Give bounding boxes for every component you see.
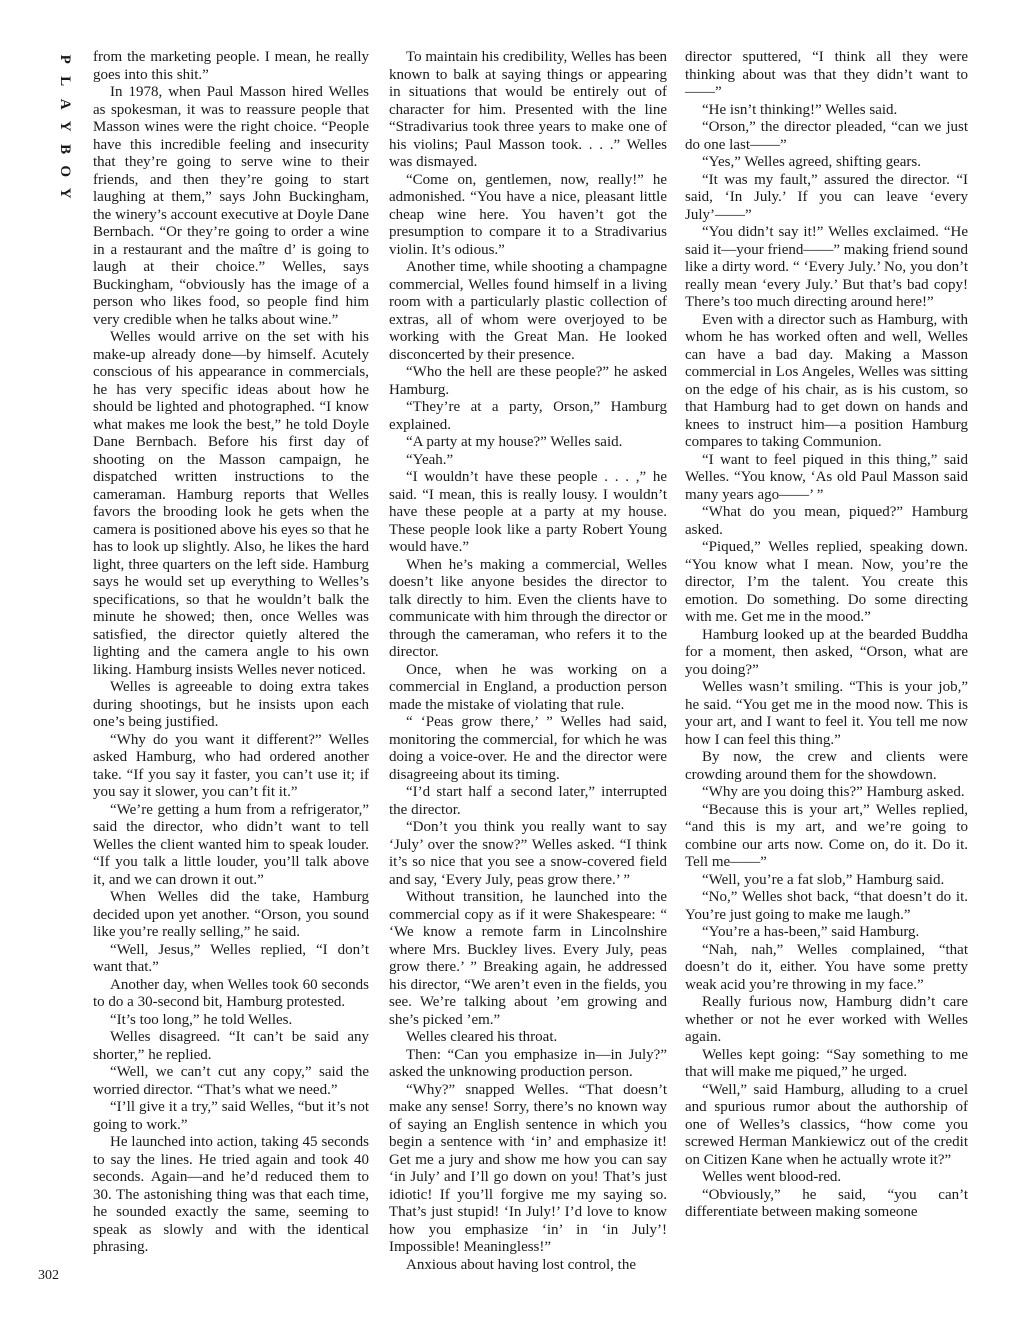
paragraph: Welles disagreed. “It can’t be said any shorter,” he replied. [93,1029,369,1063]
paragraph: “A party at my house?” Welles said. [406,434,623,450]
magazine-label [48,48,74,205]
magazine-label-letter: Y [57,120,74,132]
page-number: 302 [38,1268,59,1283]
magazine-label-letter: B [57,143,74,154]
paragraph: “They’re at a party, Orson,” Hamburg explained. [389,399,667,433]
paragraph: “I’ll give it a try,” said Welles, “but it’s not going to work.” [93,1099,369,1133]
paragraph: from the marketing people. I mean, he really goes into this shit.” [93,49,369,83]
paragraph: Once, when he was working on a commercial in England, a production person made the mistake of violating that rule. [389,661,667,713]
paragraph: Welles is agreeable to doing extra takes during shootings, but he insists upon each one’s being justified. [93,679,369,730]
paragraph: “Piqued,” Welles replied, speaking down. “You know what I mean. Now, you’re the director, I’m the talent. You create this emotion. Do something. Do some directing with me. Get me in the mood.” [685,539,968,625]
paragraph: “Well, Jesus,” Welles replied, “I don’t want that.” [93,941,369,975]
paragraph: “It’s too long,” he told Welles. [110,1011,293,1028]
paragraph: Welles wasn’t smiling. “This is your job,” he said. “You get me in the mood now. This is your art, and I want to feel it. You tell me now how I can feel this thing.” [685,679,968,748]
paragraph: “You didn’t say it!” Welles exclaimed. “He said it—your friend——” making friend sound like a dirty word. “ ‘Every July.’ No, you don’t really mean ‘every July.’ But that’s bad copy! There’s too much directing around here!” [685,224,968,310]
paragraph: Anxious about having lost control, the [406,1256,636,1273]
paragraph: “Why do you want it different?” Welles asked Hamburg, who had ordered another take. “If you say it faster, you can’t use it; if you say it slower, you can’t fit it.” [93,731,369,800]
magazine-label-letter: L [57,76,74,87]
paragraph: When Welles did the take, Hamburg decided upon yet another. “Orson, you sound like you’re really selling,” he said. [93,889,369,940]
paragraph: “Who the hell are these people?” he asked Hamburg. [389,364,667,398]
paragraph: “Yes,” Welles agreed, shifting gears. [702,154,922,170]
magazine-label-letter: Y [57,188,74,199]
paragraph: Welles kept going: “Say something to me that will make me piqued,” he urged. [685,1046,968,1080]
paragraph: Hamburg looked up at the bearded Buddha for a moment, then asked, “Orson, what are you doing?” [685,626,968,678]
paragraph: “Because this is your art,” Welles replied, “and this is my art, and we’re going to combine our arts now. Come on, do it. Do it. Tell me——” [685,801,968,870]
article-column-1 [93,49,369,1257]
paragraph: “Well, you’re a fat slob,” Hamburg said. [702,871,945,888]
paragraph: “I wouldn’t have these people . . . ,” he said. “I mean, this is really lousy. I wouldn’t have these people at a party at my house. These people look like a party Robert Young would have.” [389,469,667,555]
paragraph: “I’d start half a second later,” interrupted the director. [389,784,667,818]
magazine-label-letter: A [57,98,74,110]
paragraph: “Well,” said Hamburg, alluding to a cruel and spurious rumor about the authorship of one of Welles’s classics, “how come you screwed Herman Mankiewicz out of the credit on Citizen Kane when he actually wrote it?” [685,1081,968,1168]
paragraph: Another day, when Welles took 60 seconds to do a 30-second bit, Hamburg protested. [93,976,369,1010]
paragraph: Another time, while shooting a champagne commercial, Welles found himself in a living room with a particularly plastic collection of extras, all of whom were overjoyed to be working with the Great Man. He looked disconcerted by their presence. [389,259,667,363]
magazine-label-letter: O [57,165,74,177]
paragraph: Then: “Can you emphasize in—in July?” asked the unknowing production person. [389,1046,667,1080]
article-column-3 [685,49,968,1222]
paragraph: “He isn’t thinking!” Welles said. [702,101,898,118]
paragraph: “ ‘Peas grow there,’ ” Welles had said, monitoring the commercial, for which he was doing a voice-over. He and the director were disagreeing about its timing. [389,714,667,783]
paragraph: In 1978, when Paul Masson hired Welles as spokesman, it was to reassure people that Masson wines were the right choice. “People have this incredible feeling and insecurity that they’re going to serve wine to their friends, and then they’re going to start laughing at them,” says John Buckingham, the winery’s account executive at Doyle Dane Bernbach. “Or they’re going to order a wine in a restaurant and the maître d’ is going to laugh at their choice.” Welles, says Buckingham, “obviously has the image of a person who likes food, so people find him very credible when he talks about wine.” [93,84,369,328]
paragraph: “What do you mean, piqued?” Hamburg asked. [685,504,968,538]
paragraph: Welles went blood-red. [702,1169,842,1185]
magazine-label-letter: P [57,54,74,64]
paragraph: “I want to feel piqued in this thing,” said Welles. “You know, ‘As old Paul Masson said many years ago——’ ” [685,451,968,503]
paragraph: “Obviously,” he said, “you can’t differentiate between making someone [685,1186,968,1220]
article-column-2 [389,49,667,1274]
paragraph: “Nah, nah,” Welles complained, “that doesn’t do it, either. You have some pretty weak acid you’re throwing in my face.” [685,941,968,993]
paragraph: “Don’t you think you really want to say ‘July’ over the snow?” Welles asked. “I think it’s so nice that you see a snow-covered field and say, ‘Every July, peas grow there.’ ” [389,819,667,888]
paragraph: “No,” Welles shot back, “that doesn’t do it. You’re just going to make me laugh.” [685,889,968,923]
paragraph: “Well, we can’t cut any copy,” said the worried director. “That’s what we need.” [93,1064,369,1098]
paragraph: “It was my fault,” assured the director. “I said, ‘In July.’ If you can leave ‘every July’——” [685,171,968,223]
paragraph: Really furious now, Hamburg didn’t care whether or not he ever worked with Welles again. [685,994,968,1045]
paragraph: “Come on, gentlemen, now, really!” he admonished. “You have a nice, pleasant little cheap wine here. You haven’t got the presumption to compare it to a Stradivarius violin. It’s odious.” [389,171,667,258]
paragraph: “Why are you doing this?” Hamburg asked. [702,784,965,800]
paragraph: Welles would arrive on the set with his make-up already done—by himself. Acutely conscious of his appearance in commercials, he has very specific ideas about how he should be lighted and photographed. “I know what makes me look the best,” he told Doyle Dane Bernbach. Before his first day of shooting on the Masson campaign, he dispatched written instructions to the cameraman. Hamburg reports that Welles favors the brooding look he gets when the camera is positioned above his eyes so that he has to look up slightly. Also, he likes the hard light, three quarters on the left side. Hamburg says he would set up everything to Welles’s specifications, so that he wouldn’t balk the minute he showed; then, once Welles was satisfied, the director quietly altered the lighting and the camera angle to his own liking. Hamburg insists Welles never noticed. [93,329,369,678]
paragraph: “Orson,” the director pleaded, “can we just do one last——” [685,119,968,153]
paragraph: Even with a director such as Hamburg, with whom he has worked often and well, Welles can have a bad day. Making a Masson commercial in Los Angeles, Welles was sitting on the edge of his chair, as is his custom, so that Hamburg had to get down on hands and knees to instruct him—a position Hamburg compares to taking Communion. [685,311,968,450]
paragraph: When he’s making a commercial, Welles doesn’t like anyone besides the director to talk directly to him. Even the clients have to communicate with him through the director or through the cameraman, who refers it to the director. [389,556,667,660]
paragraph: By now, the crew and clients were crowding around them for the showdown. [685,749,968,783]
paragraph: “Yeah.” [406,451,454,468]
paragraph: Welles cleared his throat. [406,1029,558,1045]
paragraph: Without transition, he launched into the commercial copy as if it were Shakespeare: “ ‘We know a remote farm in Lincolnshire where Mrs. Buckley lives. Every July, peas grow there.’ ” Breaking again, he addressed his director, “We aren’t even in the fields, you see. We’re talking about ’em growing and she’s picked ’em.” [389,889,667,1028]
paragraph: “You’re a has-been,” said Hamburg. [702,924,920,940]
paragraph: “Why?” snapped Welles. “That doesn’t make any sense! Sorry, there’s no known way of saying an English sentence in which you begin a sentence with ‘in’ and emphasize it! Get me a jury and show me how you can say ‘in July’ and I’ll go down on you! That’s just idiotic! If you’ll forgive me my saying so. That’s just stupid! ‘In July!’ I’d love to know how you emphasize ‘in’ in ‘in July’! Impossible! Meaningless!” [389,1081,667,1255]
paragraph: director sputtered, “I think all they were thinking about was that they didn’t want to——” [685,49,968,100]
paragraph: “We’re getting a hum from a refrigerator,” said the director, who didn’t want to tell Welles the client wanted him to speak louder. “If you talk a little louder, you’ll talk above it, and we can drown it out.” [93,801,369,888]
paragraph: He launched into action, taking 45 seconds to say the lines. He tried again and took 40 seconds. Again—and he’d reduced them to 30. The astonishing thing was that each time, he sounded exactly the same, seeming to speak as slowly and with the identical phrasing. [93,1134,369,1255]
paragraph: To maintain his credibility, Welles has been known to balk at saying things or appearing in situations that would be entirely out of character for him. Presented with the line “Stradivarius took three years to make one of his violins; Paul Masson took. . . .” Welles was dismayed. [389,49,668,170]
